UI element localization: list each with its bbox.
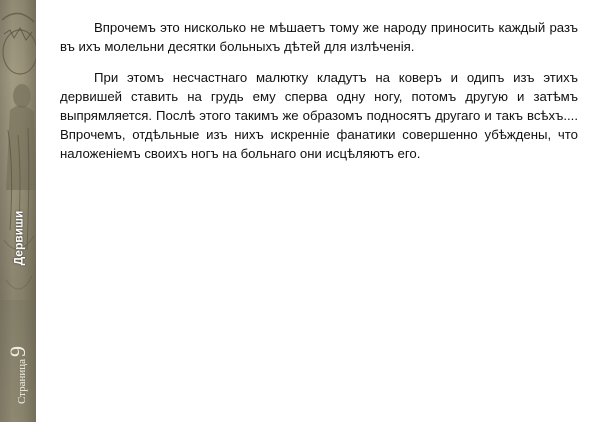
page-number: 9 — [5, 345, 30, 357]
sidebar-decorative-strip — [0, 0, 36, 422]
page-word: Страница — [16, 358, 28, 405]
page-number-label — [6, 340, 30, 410]
section-title-vertical — [10, 198, 26, 278]
section-title-text: Дервиши — [11, 210, 25, 266]
paragraph-2: При этомъ несчастнаго малютку кладутъ на коверъ и одипъ изъ этихъ дервишей ставить на грудь ему сперва одну ногу, потомъ другую и затѣмъ выпрямляется. Послѣ этого такимъ же образомъ подносятъ другаго и такъ всѣхъ.... Впрочемъ, отдѣльные изъ нихъ искренніе фанатики совершенно убѣждены, что наложеніемъ своихъ ногъ на больнаго они исцѣляютъ его. — [60, 70, 578, 161]
paragraph-1: Впрочемъ это нисколько не мѣшаетъ тому же народу приносить каждый разъ въ ихъ молельни десятки больныхъ дѣтей для излѣченія. — [60, 20, 578, 54]
body-text — [60, 18, 578, 175]
